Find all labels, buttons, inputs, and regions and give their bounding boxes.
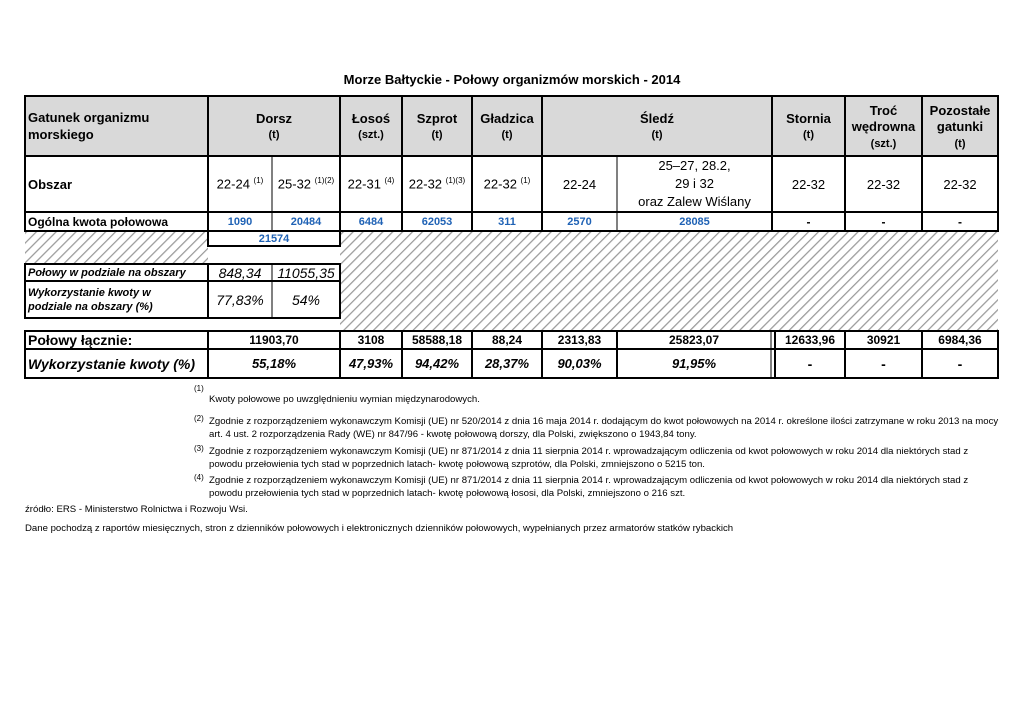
usage-gladzica: 28,37% xyxy=(484,356,530,371)
quota-label: Ogólna kwota połowowa xyxy=(28,214,169,229)
footnote-mark: (4) xyxy=(194,473,204,482)
area-losos: 22-31 $^{(4)}$ xyxy=(347,176,395,192)
usage-szprot: 94,42% xyxy=(414,356,460,371)
quota-losos: 6484 xyxy=(358,215,384,228)
header-szprot: Szprot (t) xyxy=(416,111,458,141)
total-szprot: 58588,18 xyxy=(411,333,463,347)
total-losos: 3108 xyxy=(357,333,385,347)
area-label: Obszar xyxy=(28,176,73,192)
total-sledz-a: 2313,83 xyxy=(557,333,602,347)
footnote-text: Zgodnie z rozporządzeniem wykonawczym Komisji (UE) nr 871/2014 z dnia 11 sierpnia 2014 r. wprowadzającym odliczenia od kwot połowowych w roku 2014 dla niektórych stad z powodu przełowienia tych stad w poprzednich latach- kwotę połowową szprotów, dla Polski, zmniejszono o 5215 ton. xyxy=(209,446,969,470)
quota-dorsz-b: 20484 xyxy=(290,215,322,228)
header-losos: Łosoś (szt.) xyxy=(351,111,391,141)
usage-split-dorsz-b: 54% xyxy=(291,291,321,308)
area-stornia: 22-32 xyxy=(791,176,826,192)
total-stornia: 12633,96 xyxy=(784,333,836,347)
usage-sledz-a: 90,03% xyxy=(557,356,602,371)
footnote-mark: (1) xyxy=(194,384,204,393)
quota-szprot: 62053 xyxy=(421,215,453,228)
usage-label: Wykorzystanie kwoty (%) xyxy=(28,355,196,372)
source-note: źródło: ERS - Ministerstwo Rolnictwa i Rozwoju Wsi. xyxy=(25,504,248,515)
total-troc: 30921 xyxy=(866,333,901,347)
area-dorsz-a: 22-24 $^{(1)}$ xyxy=(216,176,264,192)
species-header: Gatunek organizmu morskiego xyxy=(28,110,150,142)
usage-sledz-b: 91,95% xyxy=(671,356,717,371)
quota-pozostale: - xyxy=(958,214,962,229)
total-label: Połowy łącznie: xyxy=(28,332,133,348)
area-sledz-b: 25–27, 28.2, 29 i 32 oraz Zalew Wiślany xyxy=(638,158,751,209)
header-troc: Troć wędrowna (szt.) xyxy=(851,102,916,150)
area-dorsz-b: 25-32 $^{(1)(2)}$ xyxy=(277,176,335,192)
data-origin-note: Dane pochodzą z raportów miesięcznych, stron z dzienników połowowych i elektronicznych dzienników połowowych, wypełnianych przez armatorów statków rybackich xyxy=(25,523,734,534)
page-title: Morze Bałtyckie - Połowy organizmów morskich - 2014 xyxy=(343,72,681,87)
area-troc: 22-32 xyxy=(866,176,901,192)
catch-split-dorsz-a: 848,34 xyxy=(218,264,262,281)
area-pozostale: 22-32 xyxy=(943,176,977,192)
quota-sledz-a: 2570 xyxy=(567,215,592,228)
usage-split-dorsz-a: 77,83% xyxy=(216,291,264,308)
usage-split-label: Wykorzystanie kwoty w podziale na obszary (%) xyxy=(28,286,153,313)
header-sledz: Śledź (t) xyxy=(640,111,674,141)
header-stornia: Stornia (t) xyxy=(786,111,831,141)
total-gladzica: 88,24 xyxy=(491,333,523,347)
usage-dorsz: 55,18% xyxy=(251,356,297,371)
footnote-mark: (2) xyxy=(194,414,204,423)
quota-gladzica: 311 xyxy=(498,215,516,228)
quota-sledz-b: 28085 xyxy=(679,215,710,228)
header-dorsz: Dorsz (t) xyxy=(255,111,293,141)
quota-troc: - xyxy=(881,214,886,229)
area-sledz-a: 22-24 xyxy=(562,176,597,192)
footnote-text: Zgodnie z rozporządzeniem wykonawczym Komisji (UE) nr 871/2014 z dnia 11 sierpnia 2014 r. wprowadzającym odliczenia od kwot połowowych w roku 2014 dla niektórych stad z powodu przełowienia tych stad w poprzednich latach- kwotę połowową łososi, dla Polski, zmniejszono o 216 szt. xyxy=(209,475,969,499)
usage-stornia: - xyxy=(807,355,813,372)
catch-split-dorsz-b: 11055,35 xyxy=(277,264,335,281)
quota-dorsz-a: 1090 xyxy=(227,215,253,228)
catch-split-label: Połowy w podziale na obszary xyxy=(28,266,186,279)
header-gladzica: Gładzica (t) xyxy=(480,111,534,141)
area-szprot: 22-32 $^{(1)(3)}$ xyxy=(408,176,466,192)
usage-troc: - xyxy=(881,355,886,372)
footnote-mark: (3) xyxy=(194,444,204,453)
footnote-text: Zgodnie z rozporządzeniem wykonawczym Komisji (UE) nr 520/2014 z dnia 16 maja 2014 r. dodającym do kwot połowowych na 2014 r. określone ilości zatrzymane w roku 2013 na mocy art. 4 ust. 2 rozporządzenia Rady (WE) nr 847/96 - kwotę połowową dorszy, dla Polski, zwiększono o 1943,84 tony. xyxy=(209,416,999,440)
quota-stornia: - xyxy=(806,214,811,229)
header-pozostale: Pozostałe gatunki (t) xyxy=(929,102,991,150)
total-dorsz: 11903,70 xyxy=(249,333,299,347)
area-gladzica: 22-32 $^{(1)}$ xyxy=(483,176,531,192)
usage-losos: 47,93% xyxy=(348,356,394,371)
total-pozostale: 6984,36 xyxy=(938,333,982,347)
quota-dorsz-total: 21574 xyxy=(258,232,290,245)
usage-pozostale: - xyxy=(957,355,963,372)
total-sledz-b: 25823,07 xyxy=(668,333,720,347)
footnote-text: Kwoty połowowe po uwzględnieniu wymian międzynarodowych. xyxy=(209,394,480,405)
